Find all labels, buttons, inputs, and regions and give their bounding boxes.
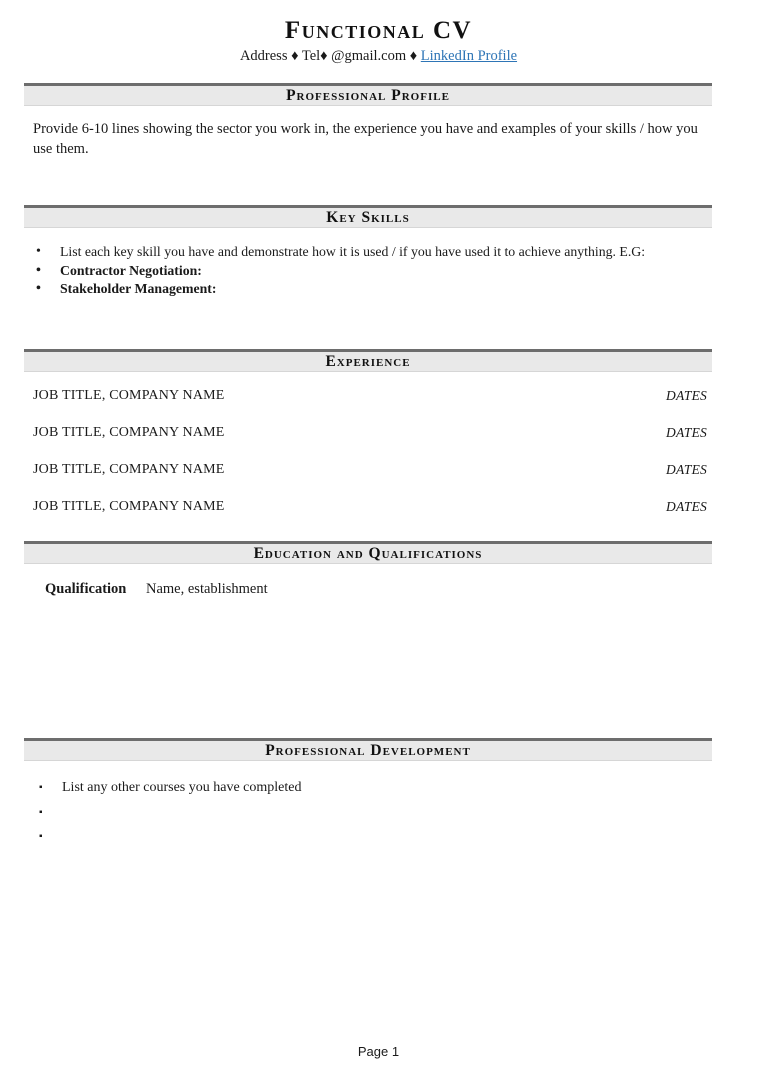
- development-text: List any other courses you have completed: [62, 780, 302, 795]
- job-title: JOB TITLE, COMPANY NAME: [33, 425, 225, 440]
- job-dates: DATES: [666, 462, 707, 477]
- key-skill-text: List each key skill you have and demonstrate how it is used / if you have used it to achieve anything. E.G:: [60, 244, 646, 259]
- job-dates: DATES: [666, 388, 707, 403]
- job-title: JOB TITLE, COMPANY NAME: [33, 388, 225, 403]
- experience-row: [33, 497, 707, 534]
- section-heading-experience: Experience: [24, 349, 712, 372]
- experience-list: [33, 386, 707, 534]
- professional-development-list: [33, 776, 705, 850]
- experience-row: [33, 423, 707, 460]
- page-title: Functional CV: [284, 17, 473, 44]
- key-skill-item: [33, 243, 705, 262]
- job-title: JOB TITLE, COMPANY NAME: [33, 462, 225, 477]
- section-heading-key-skills: Key Skills: [24, 205, 712, 228]
- contact-text: Address ♦ Tel♦ @gmail.com ♦: [239, 48, 421, 64]
- experience-row: [33, 460, 707, 497]
- education-entry: [45, 580, 268, 598]
- section-heading-professional-development: Professional Development: [24, 738, 712, 761]
- key-skill-item: [33, 262, 705, 281]
- section-heading-education: Education and Qualifications: [24, 541, 712, 564]
- job-dates: DATES: [666, 425, 707, 440]
- contact-line: [0, 48, 757, 65]
- page-number: Page 1: [357, 1044, 400, 1059]
- development-item: [33, 776, 705, 801]
- key-skill-text: Contractor Negotiation:: [60, 262, 202, 278]
- profile-body-text: Provide 6-10 lines showing the sector you work in, the experience you have and examples of your skills / how you use them.: [33, 121, 698, 157]
- experience-row: [33, 386, 707, 423]
- job-dates: DATES: [666, 499, 707, 514]
- key-skill-item: [33, 280, 705, 299]
- qualification-detail: Name, establishment: [146, 581, 268, 597]
- qualification-label: Qualification: [45, 581, 127, 597]
- section-heading-professional-profile: Professional Profile: [24, 83, 712, 106]
- key-skills-list: [33, 243, 705, 299]
- development-item: [33, 825, 705, 850]
- key-skill-text: Stakeholder Management:: [60, 281, 217, 296]
- development-item: [33, 801, 705, 826]
- job-title: JOB TITLE, COMPANY NAME: [33, 499, 225, 514]
- linkedin-link[interactable]: LinkedIn Profile: [420, 48, 518, 64]
